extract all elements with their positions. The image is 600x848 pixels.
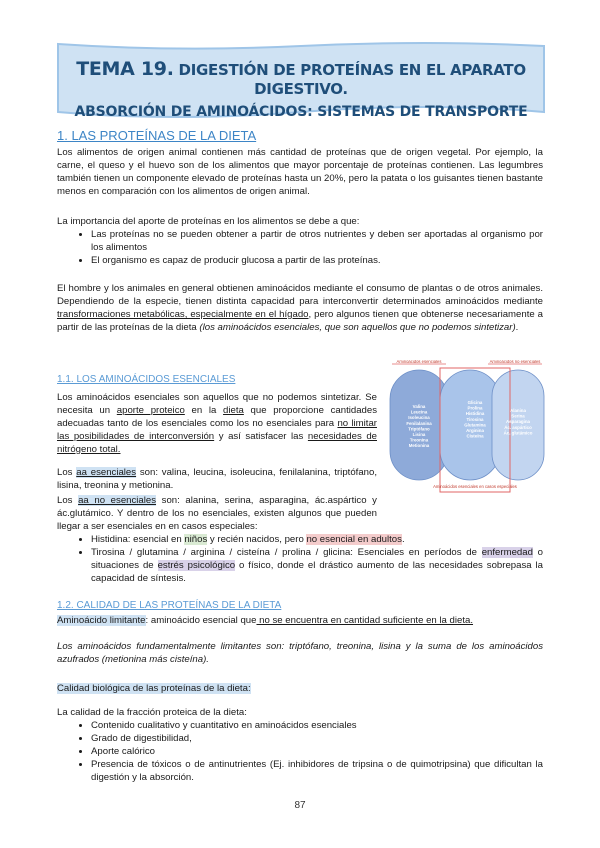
title-banner: [56, 40, 546, 120]
label-no-esenciales: Aminoácidos no esenciales: [489, 360, 541, 364]
text-span: : aminoácido esencial que: [145, 615, 257, 626]
page-number: 87: [294, 800, 306, 811]
list-item: • Contenido cualitativo y cuantitativo en aminoácidos esenciales: [91, 719, 543, 732]
para-4-intro: La calidad de la fracción proteica de la dieta:: [57, 707, 247, 718]
amino-acid-label: Fenilalanina: [406, 420, 432, 426]
section-1-1-para-1: [57, 391, 377, 456]
amino-acid-label: Valina: [412, 404, 426, 409]
section-1-2-title: 1.2. CALIDAD DE LAS PROTEÍNAS DE LA DIETA: [57, 600, 282, 611]
underlined-text: no se encuentra en cantidad suficiente en la dieta.: [256, 615, 474, 626]
text-span: Histidina: esencial en: [91, 534, 185, 545]
amino-acid-label: Glicina: [467, 400, 483, 405]
section-1-para-3: [57, 282, 543, 334]
amino-acid-label: Triptófano: [408, 426, 430, 432]
amino-acid-label: Leucina: [410, 409, 428, 415]
amino-acid-label: Cisteína: [466, 433, 484, 439]
section-1-para-2: [57, 215, 543, 267]
list-item: • Presencia de tóxicos o de antinutrientes (Ej. inhibidores de tripsina o de quimotripsina) que dificultan la digestión y la absorción.: [91, 758, 543, 784]
diagram-svg: [388, 360, 546, 498]
amino-acids-diagram: [388, 360, 546, 498]
amino-acid-label: Lisina: [412, 432, 426, 437]
highlighted-term: Calidad biológica de las proteínas de la dieta:: [57, 683, 251, 694]
text-span: son: alanina, serina, asparagina, ác.aspártico y ác.glutámico. Y dentro de los no esenciales, existen algunos que pueden llegar a ser esenciales en en casos especiales:: [57, 495, 377, 532]
text-span: Los aminoácidos esenciales son aquellos que no podemos sintetizar. Se necesita un: [57, 392, 377, 416]
list-item: [91, 533, 543, 546]
underlined-text: necesidades de nitrógeno total.: [57, 431, 377, 455]
amino-acid-label: Metionina: [408, 443, 430, 449]
text-span: El hombre y los animales en general obtienen aminoácidos mediante el consumo de plantas o de otros animales. Dependiendo de la especie, tienen distinta capacidad para interconvertir determinados aminoácidos mediante: [57, 283, 543, 307]
section-1-2-para-1: [57, 614, 543, 627]
section-1-1-para-3: [57, 494, 543, 585]
underlined-text: aporte proteico: [116, 405, 185, 416]
section-1-2-para-4: [57, 706, 543, 784]
section-1-1-para-2: [57, 466, 377, 492]
text-span: y recién nacidos, pero: [207, 534, 307, 545]
amino-acid-label: Glutamina: [464, 422, 486, 428]
title-text: DIGESTIÓN DE PROTEÍNAS EN EL APARATO DIGESTIVO.: [173, 61, 526, 98]
section-1-2-para-2: Los aminoácidos fundamentalmente limitantes son: triptófano, treonina, lisina y la suma de los aminoácidos azufrados (metionina más cisteína).: [57, 641, 543, 665]
underlined-text: transformaciones metabólicas, especialmente en el hígado: [57, 309, 309, 320]
text-span: Los: [57, 495, 79, 506]
quality-list: [57, 719, 543, 784]
text-span: .: [515, 322, 519, 333]
amino-acid-label: Ác. glutámico: [503, 430, 533, 436]
section-1-para-1: Los alimentos de origen animal contienen más cantidad de proteínas que de origen vegetal. Por ejemplo, la carne, el queso y el huevo son de los alimentos que mayor porcentaje de proteínas contienen. Las legumbres también tienen un componente elevado de proteínas hasta un 20%, pero la patata o los guisantes tienen bastante menos en comparación con los alimentos de origen animal.: [57, 147, 543, 197]
section-1-1-title: 1.1. LOS AMINOÁCIDOS ESENCIALES: [57, 374, 236, 385]
list-item: • Aporte calórico: [91, 745, 543, 758]
list-item: • El organismo es capaz de producir glucosa a partir de las proteínas.: [91, 254, 543, 267]
tema-number: TEMA 19.: [76, 58, 174, 80]
text-span: o físico, donde el drástico aumento de las necesidades sobrepasa la capacidad de síntesis.: [91, 560, 543, 584]
text-span: son: valina, leucina, isoleucina, fenilalanina, triptófano, lisina, treonina y metionina.: [57, 467, 377, 491]
list-item: • Grado de digestibilidad,: [91, 732, 543, 745]
para-2-intro: La importancia del aporte de proteínas en los alimentos se debe a que:: [57, 216, 360, 227]
section-1-2-para-3: [57, 682, 543, 695]
highlighted-term: Aminoácido limitante: [57, 615, 146, 626]
special-cases-list: [57, 533, 543, 585]
amino-acid-label: Isoleucina: [408, 415, 430, 421]
list-item: [91, 546, 543, 585]
section-1-title: 1. LAS PROTEÍNAS DE LA DIETA: [57, 128, 257, 143]
amino-acid-label: Ác. aspártico: [504, 424, 532, 430]
highlighted-term: no esencial en adultos: [306, 534, 402, 545]
amino-acid-label: Arginina: [466, 428, 484, 433]
highlighted-term: enfermedad: [481, 547, 533, 558]
importance-list: [57, 228, 543, 267]
text-span: que proporcione cantidades adecuadas tanto de los esenciales como los no esenciales para: [57, 405, 378, 429]
highlighted-term: niños: [184, 534, 208, 545]
text-span: Los: [57, 467, 77, 478]
text-span: , pero algunos tienen que obtenerse necesariamente a partir de las proteínas de la dieta: [57, 309, 543, 333]
label-casos-especiales: Aminoácidos esenciales en casos especiales: [433, 484, 517, 489]
underlined-text: no limitar las posibilidades de interconversión: [57, 418, 377, 442]
amino-acid-label: Tirosina: [466, 416, 484, 422]
text-span: .: [401, 534, 405, 545]
text-span: o situaciones de: [91, 547, 543, 571]
list-item: • Las proteínas no se pueden obtener a partir de otros nutrientes y deben ser aportadas al organismo por los alimentos: [91, 228, 543, 254]
amino-acid-label: Alanina: [510, 408, 526, 413]
text-span: en la: [184, 405, 224, 416]
amino-acid-label: Treonina: [409, 437, 429, 443]
underlined-text: dieta: [223, 405, 244, 416]
page-title: [56, 58, 546, 98]
text-span: Tirosina / glutamina / arginina / cisteína / prolina / glicina: Esenciales en períodos de: [91, 547, 482, 558]
label-esenciales: Aminoácidos esenciales: [396, 360, 442, 364]
highlighted-term: aa no esenciales: [78, 495, 157, 506]
amino-acid-label: Serina: [511, 413, 525, 419]
amino-acid-label: Histidina: [465, 411, 485, 417]
highlighted-term: estrés psicológico: [157, 560, 236, 571]
highlighted-term: aa esenciales: [76, 467, 137, 478]
amino-acid-label: Asparagina: [506, 419, 530, 425]
amino-acid-label: Prolina: [467, 405, 483, 411]
italic-text: (los aminoácidos esenciales, que son aquellos que no podemos sintetizar): [199, 322, 516, 333]
text-span: y así satisfacer las: [214, 431, 308, 442]
page-subtitle: ABSORCIÓN DE AMINOÁCIDOS: SISTEMAS DE TRANSPORTE: [74, 104, 528, 120]
